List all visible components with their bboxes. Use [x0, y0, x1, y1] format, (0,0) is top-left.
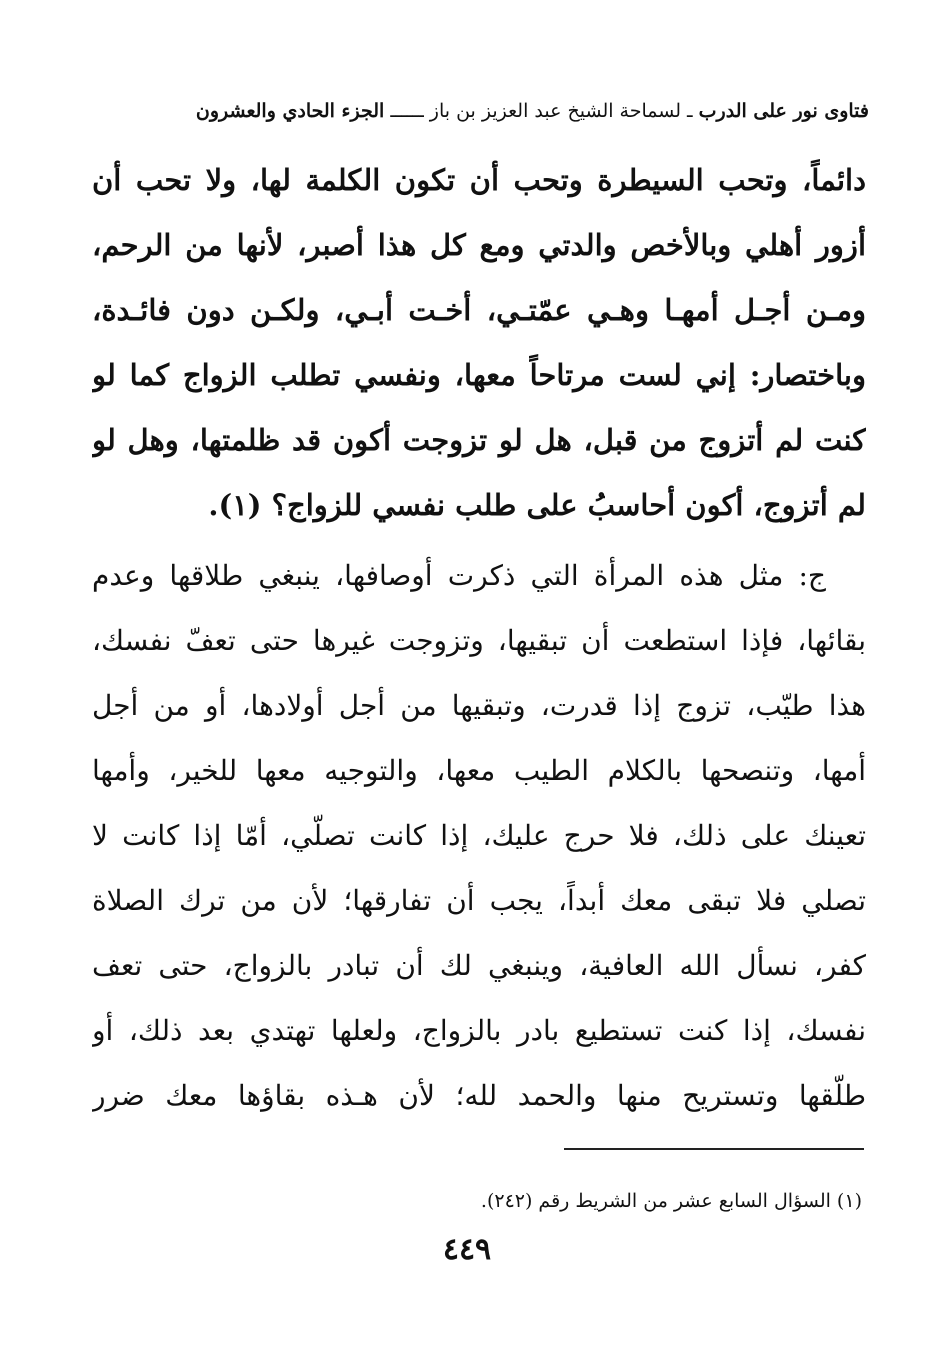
question-line: كنت لم أتزوج من قبل، هل لو تزوجت أكون قد ظلمتها، وهل لو — [92, 423, 866, 457]
question-line: أزور أهلي وبالأخص والدتي ومع كل هذا أصبر، لأنها من الرحم، — [92, 228, 866, 262]
volume-label: الجزء الحادي والعشرون — [195, 100, 385, 122]
answer-line: كفر، نسأل الله العافية، وينبغي لك أن تبادر بالزواج، حتى تعف — [92, 949, 866, 982]
question-line: دائماً، وتحب السيطرة وتحب أن تكون الكلمة لها، ولا تحب أن — [92, 163, 866, 197]
answer-line: ج: مثل هذه المرأة التي ذكرت أوصافها، ينبغي طلاقها وعدم — [92, 559, 827, 592]
author-line: ـ لسماحة الشيخ عبد العزيز بن باز ــــــ — [390, 100, 693, 122]
footnote: (١) السؤال السابع عشر من الشريط رقم (٢٤٢). — [480, 1190, 862, 1212]
footnote-divider — [564, 1148, 864, 1150]
answer-line: بقائها، فإذا استطعت أن تبقيها، وتزوجت غيرها حتى تعفّ نفسك، — [92, 624, 866, 657]
book-title: فتاوى نور على الدرب — [698, 100, 869, 122]
question-line: ومـن أجـل أمهـا وهـي عمّتـي، أخـت أبـي، ولكـن دون فائـدة، — [92, 293, 866, 327]
answer-text — [92, 543, 866, 1128]
answer-line: طلّقها وتستريح منها والحمد لله؛ لأن هـذه بقاؤها معك ضرر — [92, 1079, 866, 1112]
answer-line: هذا طيّب، تزوج إذا قدرت، وتبقيها من أجل أولادها، أو من أجل — [92, 689, 866, 722]
answer-line: تصلي فلا تبقى معك أبداً، يجب أن تفارقها؛ لأن من ترك الصلاة — [92, 884, 866, 917]
question-line: لم أتزوج، أكون أحاسبُ على طلب نفسي للزواج؟ (١). — [208, 488, 866, 522]
question-text — [92, 148, 866, 538]
page-number: ٤٤٩ — [442, 1232, 492, 1267]
running-header — [95, 98, 869, 124]
question-line: وباختصار: إني لست مرتاحاً معها، ونفسي تطلب الزواج كما لو — [92, 358, 866, 392]
answer-line: نفسك، إذا كنت تستطيع بادر بالزواج، ولعلها تهتدي بعد ذلك، أو — [92, 1014, 866, 1047]
answer-line: تعينك على ذلك، فلا حرج عليك، إذا كانت تصلّي، أمّا إذا كانت لا — [92, 819, 866, 852]
answer-line: أمها، وتنصحها بالكلام الطيب معها، والتوجيه معها للخير، وأمها — [92, 754, 866, 787]
